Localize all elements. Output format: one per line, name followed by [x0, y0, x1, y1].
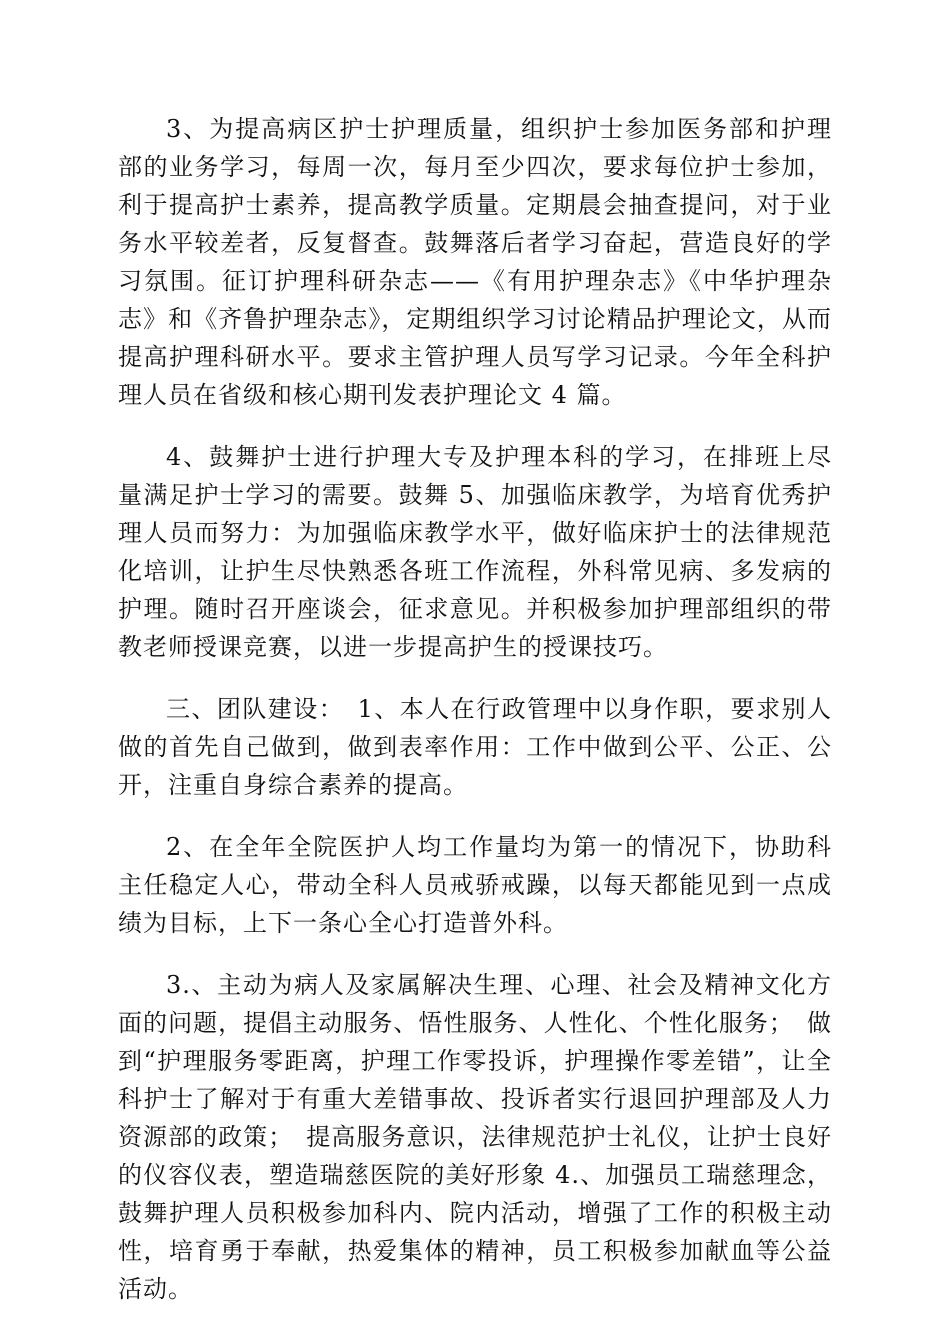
- paragraph-clinical-teaching: 4、鼓舞护士进行护理大专及护理本科的学习，在排班上尽量满足护士学习的需要。鼓舞 5、加强临床教学，为培育优秀护理人员而努力：为加强临床教学水平，做好临床护士的法律规范化培训，让护生尽快熟悉各班工作流程，外科常见病、多发病的护理。随时召开座谈会，征求意见。并积极参加护理部组织的带教老师授课竞赛，以进一步提高护生的授课技巧。: [118, 443, 832, 661]
- paragraph-workload: 2、在全年全院医护人均工作量均为第一的情况下，协助科主任稳定人心，带动全科人员戒骄戒躁，以每天都能见到一点成绩为目标，上下一条心全心打造普外科。: [118, 833, 832, 937]
- paragraph-service: 3.、主动为病人及家属解决生理、心理、社会及精神文化方面的问题，提倡主动服务、悟性服务、人性化、个性化服务； 做到“护理服务零距离，护理工作零投诉，护理操作零差错”，让全科护士了解对于有重大差错事故、投诉者实行退回护理部及人力资源部的政策； 提高服务意识，法律规范护士礼仪，让护士良好的仪容仪表，塑造瑞慈医院的美好形象 4.、加强员工瑞慈理念，鼓舞护理人员积极参加科内、院内活动，增强了工作的积极主动性，培育勇于奉献，热爱集体的精神，员工积极参加献血等公益活动。: [118, 971, 832, 1303]
- paragraph-study-quality: 3、为提高病区护士护理质量，组织护士参加医务部和护理部的业务学习，每周一次，每月至少四次，要求每位护士参加，利于提高护士素养，提高教学质量。定期晨会抽查提问，对于业务水平较差者，反复督查。鼓舞落后者学习奋起，营造良好的学习氛围。征订护理科研杂志——《有用护理杂志》《中华护理杂志》和《齐鲁护理杂志》，定期组织学习讨论精品护理论文，从而提高护理科研水平。要求主管护理人员写学习记录。今年全科护理人员在省级和核心期刊发表护理论文 4 篇。: [118, 115, 832, 409]
- paragraph-team-building: 三、团队建设： 1、本人在行政管理中以身作职，要求别人做的首先自己做到，做到表率作用：工作中做到公平、公正、公开，注重自身综合素养的提高。: [118, 695, 832, 799]
